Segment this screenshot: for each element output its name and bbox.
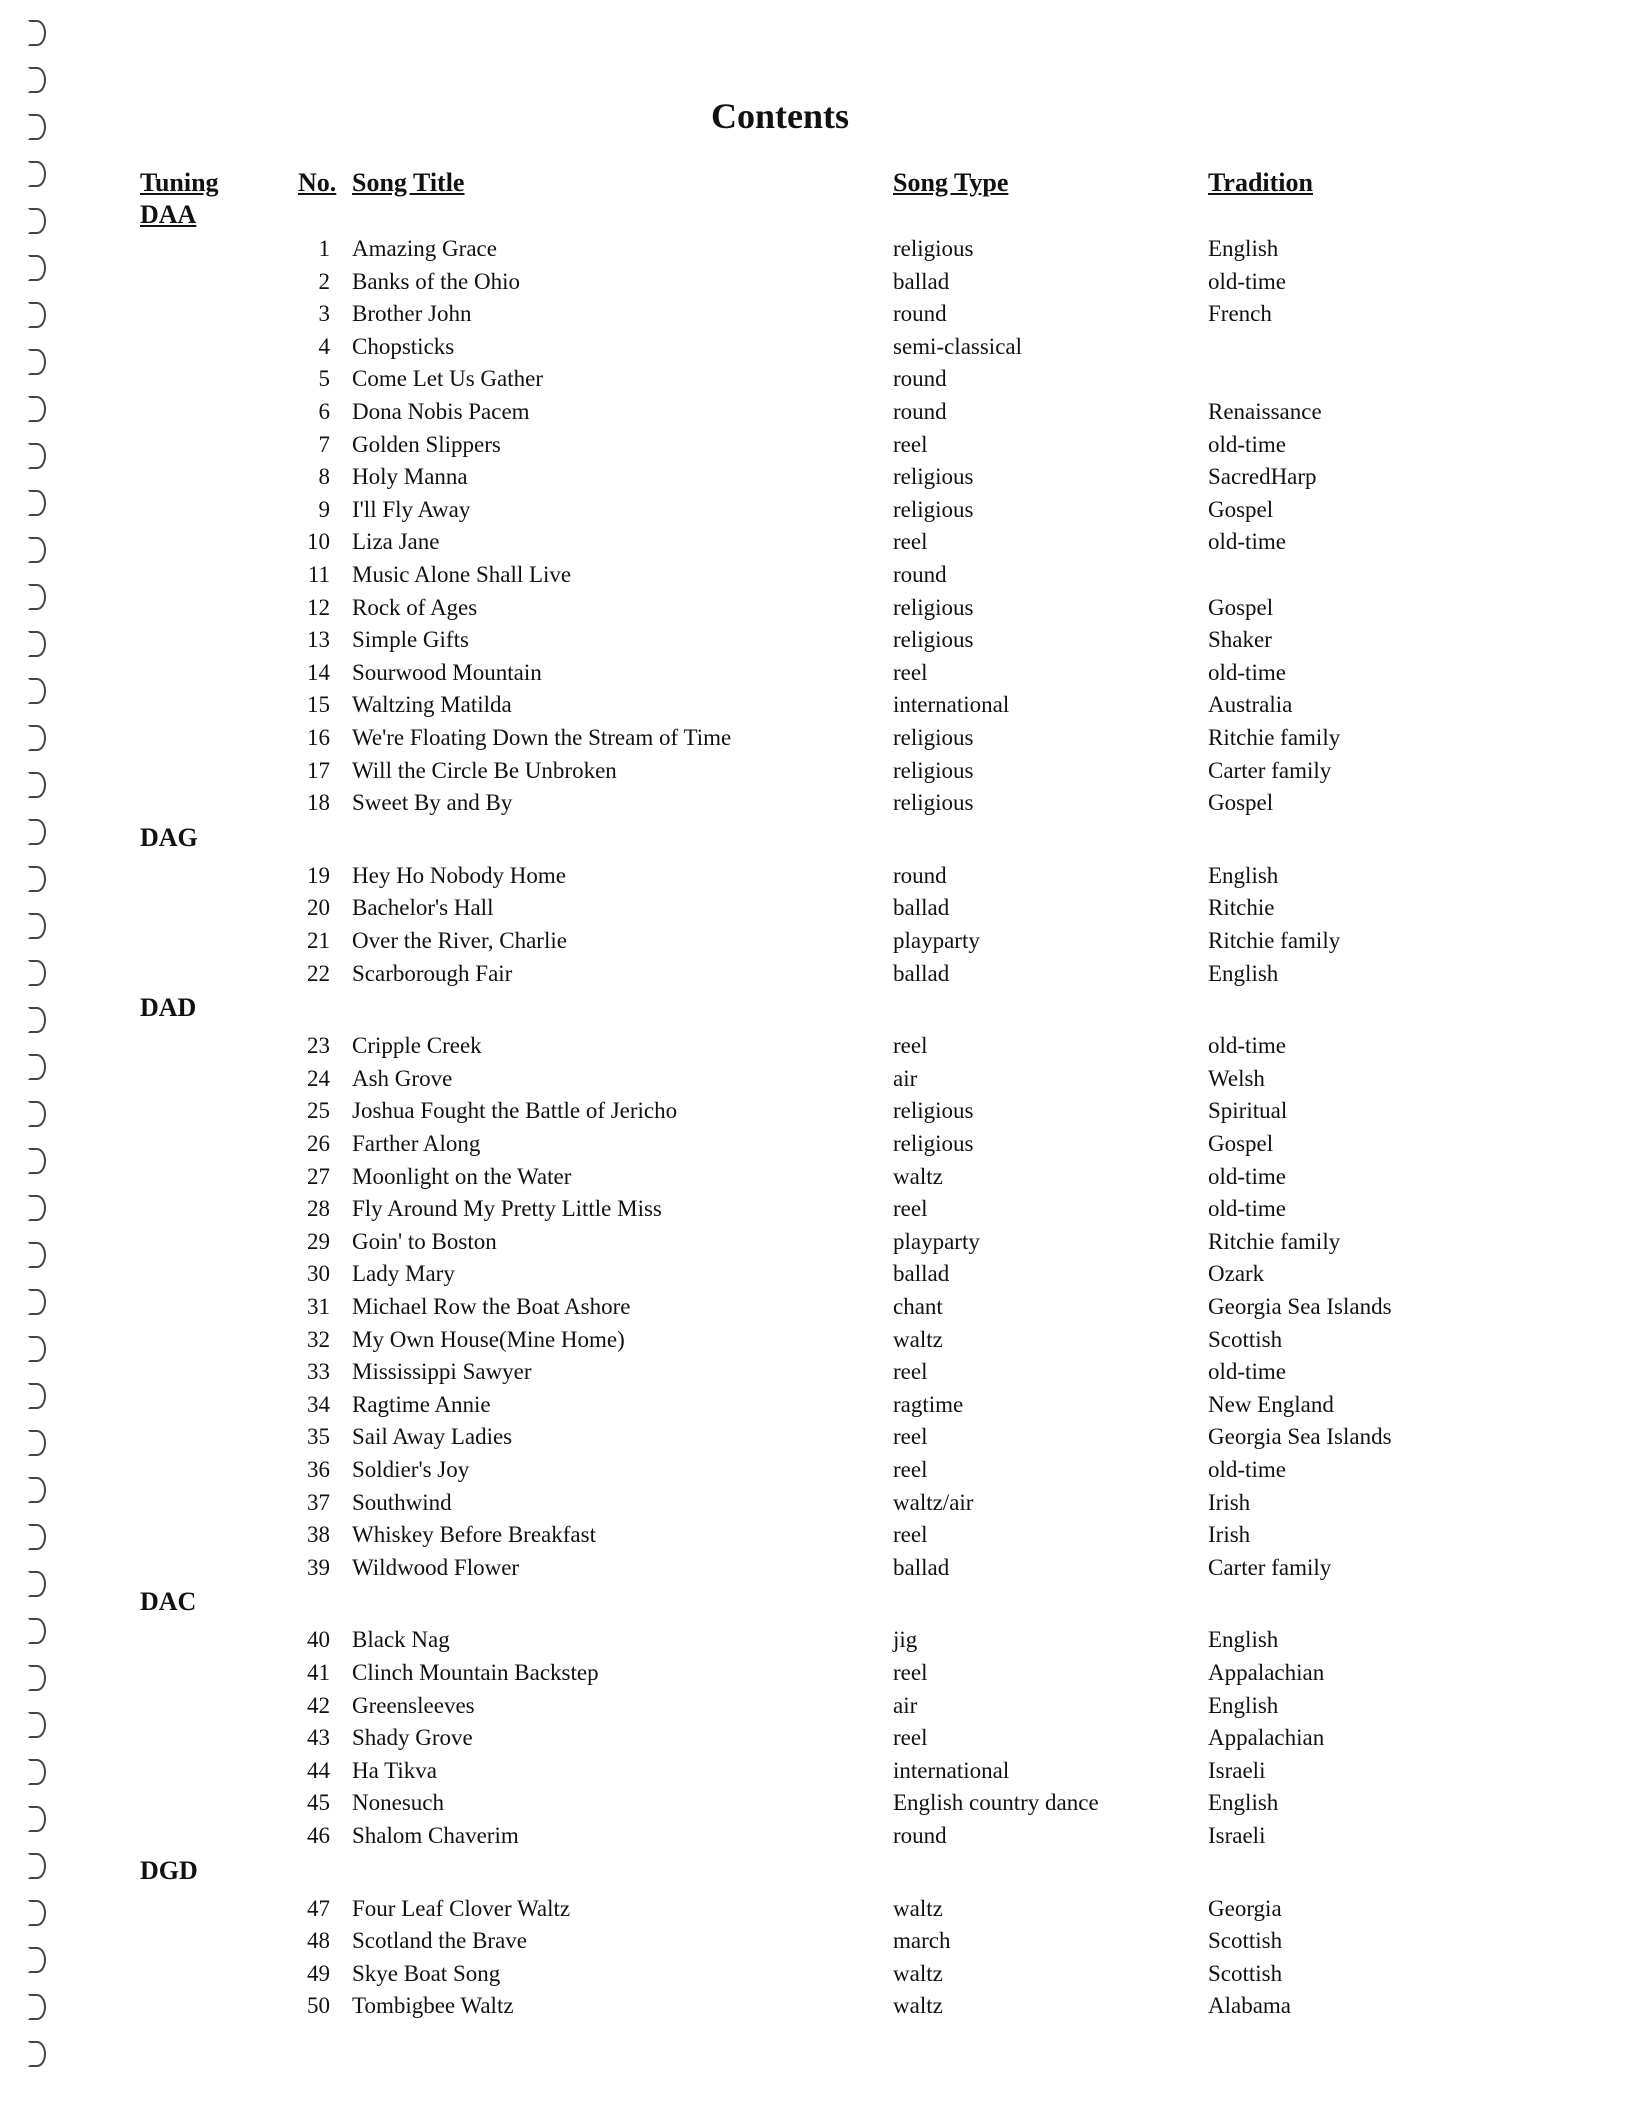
song-number: 22 — [307, 960, 330, 986]
song-number: 9 — [318, 496, 330, 522]
table-row — [0, 1993, 1560, 2025]
song-number: 13 — [307, 627, 330, 653]
table-row — [0, 1660, 1560, 1692]
table-row — [0, 1424, 1560, 1456]
table-row — [0, 529, 1560, 561]
table-row — [0, 366, 1560, 398]
song-type: reel — [893, 1359, 928, 1385]
song-title: Dona Nobis Pacem — [352, 399, 530, 424]
table-row — [0, 1790, 1560, 1822]
song-type: ballad — [893, 895, 950, 921]
song-number: 50 — [307, 1993, 330, 2019]
song-type: waltz — [893, 1895, 943, 1921]
song-type: reel — [893, 431, 928, 457]
song-title: Joshua Fought the Battle of Jericho — [352, 1098, 678, 1124]
table-row — [0, 1928, 1560, 1960]
table-row — [0, 399, 1560, 431]
song-type: semi-classical — [893, 333, 1023, 359]
table-row — [0, 1164, 1560, 1196]
song-tradition: Ritchie family — [1208, 928, 1341, 953]
song-number: 8 — [318, 464, 330, 490]
song-type: reel — [893, 529, 928, 555]
song-title: Shalom Chaverim — [352, 1823, 519, 1848]
song-title: Sourwood Mountain — [352, 659, 542, 685]
table-row — [0, 1131, 1560, 1163]
song-type: religious — [893, 1098, 974, 1124]
song-type: round — [893, 562, 947, 587]
song-type: religious — [893, 594, 974, 620]
song-tradition: Gospel — [1208, 1131, 1274, 1156]
table-row — [0, 725, 1560, 757]
table-row — [0, 1294, 1560, 1326]
song-tradition: Scottish — [1208, 1326, 1283, 1352]
table-row — [0, 1359, 1560, 1391]
song-tradition: old-time — [1208, 529, 1286, 555]
table-row — [0, 1823, 1560, 1855]
song-tradition: English — [1208, 236, 1279, 261]
header-song-type: Song Type — [893, 168, 1009, 197]
song-tradition: Welsh — [1208, 1065, 1265, 1091]
song-type: religious — [893, 464, 974, 490]
song-tradition: old-time — [1208, 1359, 1286, 1385]
song-number: 1 — [318, 236, 330, 261]
song-title: Whiskey Before Breakfast — [352, 1522, 596, 1548]
song-number: 46 — [307, 1823, 330, 1848]
binding-ring — [28, 208, 46, 234]
song-type: religious — [893, 790, 974, 816]
song-title: Music Alone Shall Live — [352, 562, 572, 587]
song-tradition: Gospel — [1208, 496, 1274, 522]
table-row — [0, 1896, 1560, 1928]
header-tuning: Tuning — [140, 168, 219, 197]
song-title: Wildwood Flower — [352, 1554, 520, 1580]
song-tradition: English — [1208, 1692, 1279, 1718]
song-number: 31 — [307, 1294, 330, 1319]
table-row — [0, 1961, 1560, 1993]
song-tradition: Gospel — [1208, 790, 1274, 816]
song-title: Greensleeves — [352, 1692, 475, 1718]
song-number: 42 — [307, 1692, 330, 1718]
song-tradition: Shaker — [1208, 627, 1272, 653]
table-row — [0, 562, 1560, 594]
song-tradition: old-time — [1208, 1163, 1286, 1189]
song-number: 38 — [307, 1522, 330, 1548]
song-number: 17 — [307, 757, 330, 783]
song-tradition: Carter family — [1208, 757, 1332, 783]
song-title: Southwind — [352, 1489, 452, 1515]
table-row — [0, 236, 1560, 268]
table-row — [0, 1522, 1560, 1554]
binding-ring — [28, 1007, 46, 1033]
song-number: 14 — [307, 659, 330, 685]
song-number: 28 — [307, 1196, 330, 1222]
song-tradition: Renaissance — [1208, 399, 1322, 424]
song-title: Hey Ho Nobody Home — [352, 862, 566, 888]
song-number: 21 — [307, 928, 330, 953]
song-type: waltz — [893, 1326, 943, 1352]
song-number: 5 — [318, 366, 330, 392]
song-title: Michael Row the Boat Ashore — [352, 1294, 631, 1319]
song-title: Waltzing Matilda — [352, 692, 512, 718]
song-type: air — [893, 1065, 918, 1091]
song-tradition: old-time — [1208, 431, 1286, 457]
song-tradition: old-time — [1208, 659, 1286, 685]
song-tradition: Alabama — [1208, 1993, 1292, 2019]
table-row — [0, 1066, 1560, 1098]
song-number: 41 — [307, 1660, 330, 1685]
table-row — [0, 660, 1560, 692]
song-number: 45 — [307, 1790, 330, 1816]
song-tradition: French — [1208, 301, 1272, 327]
table-row — [0, 1098, 1560, 1130]
table-row — [0, 497, 1560, 529]
song-number: 7 — [318, 431, 330, 457]
table-row — [0, 1758, 1560, 1790]
song-title: Goin' to Boston — [352, 1228, 497, 1254]
tuning-label: DAG — [140, 822, 198, 852]
song-title: Amazing Grace — [352, 236, 497, 261]
table-row — [0, 1725, 1560, 1757]
song-type: waltz — [893, 1163, 943, 1189]
song-title: Moonlight on the Water — [352, 1163, 572, 1189]
song-number: 29 — [307, 1228, 330, 1254]
song-number: 43 — [307, 1725, 330, 1751]
song-tradition: old-time — [1208, 1033, 1286, 1059]
song-number: 2 — [318, 268, 330, 294]
song-number: 10 — [307, 529, 330, 555]
song-title: Ha Tikva — [352, 1757, 437, 1783]
song-type: march — [893, 1928, 951, 1954]
song-type: round — [893, 1823, 947, 1848]
song-title: I'll Fly Away — [352, 496, 471, 522]
song-tradition: Scottish — [1208, 1928, 1283, 1954]
song-number: 19 — [307, 862, 330, 888]
song-type: chant — [893, 1294, 943, 1319]
song-number: 20 — [307, 895, 330, 921]
song-type: ballad — [893, 1554, 950, 1580]
table-row — [0, 1555, 1560, 1587]
song-title: Scotland the Brave — [352, 1928, 528, 1954]
table-row — [0, 1693, 1560, 1725]
binding-ring — [28, 2041, 46, 2067]
song-tradition: Gospel — [1208, 594, 1274, 620]
song-tradition: Georgia Sea Islands — [1208, 1424, 1392, 1450]
song-tradition: English — [1208, 1790, 1279, 1816]
song-type: ballad — [893, 268, 950, 294]
song-number: 18 — [307, 790, 330, 816]
song-tradition: Spiritual — [1208, 1098, 1288, 1124]
song-tradition: New England — [1208, 1391, 1334, 1417]
song-tradition: Ritchie family — [1208, 1228, 1341, 1254]
table-row — [0, 1392, 1560, 1424]
table-row — [0, 1261, 1560, 1293]
song-type: religious — [893, 496, 974, 522]
song-type: round — [893, 399, 947, 424]
song-number: 32 — [307, 1326, 330, 1352]
binding-ring — [28, 1853, 46, 1879]
table-row — [0, 464, 1560, 496]
song-tradition: old-time — [1208, 1196, 1286, 1222]
song-number: 34 — [307, 1391, 330, 1417]
song-tradition: Georgia — [1208, 1895, 1282, 1921]
song-tradition: Irish — [1208, 1489, 1251, 1515]
song-tradition: Australia — [1208, 692, 1293, 718]
song-type: reel — [893, 659, 928, 685]
song-tradition: Appalachian — [1208, 1660, 1325, 1685]
song-title: Mississippi Sawyer — [352, 1359, 532, 1385]
song-number: 24 — [307, 1065, 330, 1091]
table-row — [0, 758, 1560, 790]
header-song-title: Song Title — [352, 168, 465, 197]
table-row — [0, 1196, 1560, 1228]
song-type: reel — [893, 1424, 928, 1450]
song-number: 48 — [307, 1928, 330, 1954]
song-type: reel — [893, 1522, 928, 1548]
song-title: My Own House(Mine Home) — [352, 1326, 625, 1352]
song-title: Over the River, Charlie — [352, 928, 567, 953]
song-type: reel — [893, 1033, 928, 1059]
song-type: air — [893, 1692, 918, 1718]
song-tradition: Appalachian — [1208, 1725, 1325, 1751]
song-number: 33 — [307, 1359, 330, 1385]
song-tradition: English — [1208, 862, 1279, 888]
song-number: 27 — [307, 1163, 330, 1189]
binding-ring — [28, 67, 46, 93]
song-number: 40 — [307, 1627, 330, 1653]
song-tradition: Carter family — [1208, 1554, 1332, 1580]
song-title: Clinch Mountain Backstep — [352, 1660, 599, 1685]
binding-ring — [28, 819, 46, 845]
song-type: ballad — [893, 960, 950, 986]
table-row — [0, 1627, 1560, 1659]
song-type: jig — [893, 1627, 918, 1653]
tuning-label: DGD — [140, 1855, 198, 1885]
song-type: religious — [893, 1131, 974, 1156]
song-title: Scarborough Fair — [352, 960, 513, 986]
song-title: Cripple Creek — [352, 1033, 482, 1059]
song-tradition: English — [1208, 960, 1279, 986]
table-row — [0, 1490, 1560, 1522]
header-tradition: Tradition — [1208, 168, 1313, 197]
table-row — [0, 895, 1560, 927]
song-number: 37 — [307, 1489, 330, 1515]
song-type: international — [893, 1757, 1010, 1783]
binding-ring — [28, 20, 46, 46]
song-type: reel — [893, 1457, 928, 1482]
song-title: Liza Jane — [352, 529, 440, 555]
song-tradition: Ozark — [1208, 1261, 1265, 1287]
table-row — [0, 692, 1560, 724]
binding-ring — [28, 161, 46, 187]
song-type: round — [893, 301, 947, 327]
song-title: Rock of Ages — [352, 594, 478, 620]
song-number: 36 — [307, 1457, 330, 1482]
tuning-label: DAC — [140, 1587, 197, 1617]
song-title: Farther Along — [352, 1131, 481, 1156]
song-tradition: Ritchie — [1208, 895, 1275, 921]
tuning-label: DAA — [140, 200, 197, 229]
song-number: 25 — [307, 1098, 330, 1124]
song-type: reel — [893, 1196, 928, 1222]
song-title: Lady Mary — [352, 1261, 455, 1287]
table-row — [0, 301, 1560, 333]
song-number: 26 — [307, 1131, 330, 1156]
song-tradition: old-time — [1208, 1457, 1286, 1482]
table-row — [0, 1229, 1560, 1261]
song-title: Come Let Us Gather — [352, 366, 543, 392]
table-row — [0, 1457, 1560, 1489]
song-tradition: Israeli — [1208, 1823, 1266, 1848]
song-number: 49 — [307, 1960, 330, 1986]
song-tradition: Ritchie family — [1208, 725, 1341, 750]
song-tradition: Irish — [1208, 1522, 1251, 1548]
song-type: ballad — [893, 1261, 950, 1287]
song-type: religious — [893, 236, 974, 261]
song-title: Black Nag — [352, 1627, 450, 1653]
table-row — [0, 790, 1560, 822]
song-type: waltz — [893, 1960, 943, 1986]
song-title: Nonesuch — [352, 1790, 444, 1816]
song-type: religious — [893, 725, 974, 750]
song-type: reel — [893, 1725, 928, 1751]
song-type: round — [893, 366, 947, 392]
song-title: Simple Gifts — [352, 627, 469, 653]
song-title: Sail Away Ladies — [352, 1424, 513, 1450]
song-title: Sweet By and By — [352, 790, 513, 816]
song-number: 12 — [307, 594, 330, 620]
song-number: 15 — [307, 692, 330, 718]
tuning-label: DAD — [140, 993, 197, 1023]
song-tradition: Scottish — [1208, 1960, 1283, 1986]
song-type: playparty — [893, 1228, 980, 1254]
table-row — [0, 269, 1560, 301]
table-row — [0, 1033, 1560, 1065]
table-row — [0, 334, 1560, 366]
song-type: religious — [893, 627, 974, 653]
song-tradition: old-time — [1208, 268, 1286, 294]
song-number: 47 — [307, 1895, 330, 1921]
song-title: Tombigbee Waltz — [352, 1993, 514, 2019]
song-type: international — [893, 692, 1010, 718]
song-title: Banks of the Ohio — [352, 268, 521, 294]
song-number: 39 — [307, 1554, 330, 1580]
song-type: religious — [893, 757, 974, 783]
song-number: 35 — [307, 1424, 330, 1450]
song-tradition: Israeli — [1208, 1757, 1266, 1783]
song-number: 6 — [318, 399, 330, 424]
song-tradition: SacredHarp — [1208, 464, 1317, 490]
song-number: 16 — [307, 725, 330, 750]
song-type: ragtime — [893, 1391, 964, 1417]
song-title: We're Floating Down the Stream of Time — [352, 725, 732, 750]
song-title: Soldier's Joy — [352, 1457, 470, 1482]
song-tradition: Georgia Sea Islands — [1208, 1294, 1392, 1319]
table-row — [0, 627, 1560, 659]
song-number: 4 — [318, 333, 330, 359]
song-title: Holy Manna — [352, 464, 468, 490]
song-number: 3 — [318, 301, 330, 327]
song-title: Skye Boat Song — [352, 1960, 501, 1986]
song-title: Chopsticks — [352, 333, 455, 359]
song-tradition: English — [1208, 1627, 1279, 1653]
song-number: 11 — [307, 562, 330, 587]
table-row — [0, 961, 1560, 993]
table-row — [0, 863, 1560, 895]
page-title: Contents — [710, 96, 849, 136]
song-type: English country dance — [893, 1790, 1099, 1816]
table-row — [0, 432, 1560, 464]
song-title: Golden Slippers — [352, 431, 501, 457]
song-title: Ash Grove — [352, 1065, 453, 1091]
table-row — [0, 928, 1560, 960]
song-type: waltz — [893, 1993, 943, 2019]
song-type: reel — [893, 1660, 928, 1685]
song-number: 23 — [307, 1033, 330, 1059]
song-title: Brother John — [352, 301, 472, 327]
song-title: Bachelor's Hall — [352, 895, 494, 921]
song-title: Ragtime Annie — [352, 1391, 491, 1417]
header-no: No. — [298, 168, 337, 197]
song-title: Four Leaf Clover Waltz — [352, 1895, 571, 1921]
song-type: round — [893, 862, 947, 888]
song-number: 30 — [307, 1261, 330, 1287]
song-title: Will the Circle Be Unbroken — [352, 757, 617, 783]
song-type: waltz/air — [893, 1489, 974, 1515]
song-title: Shady Grove — [352, 1725, 473, 1751]
table-row — [0, 595, 1560, 627]
song-title: Fly Around My Pretty Little Miss — [352, 1196, 662, 1222]
song-type: playparty — [893, 928, 980, 953]
song-number: 44 — [307, 1757, 330, 1783]
table-row — [0, 1327, 1560, 1359]
